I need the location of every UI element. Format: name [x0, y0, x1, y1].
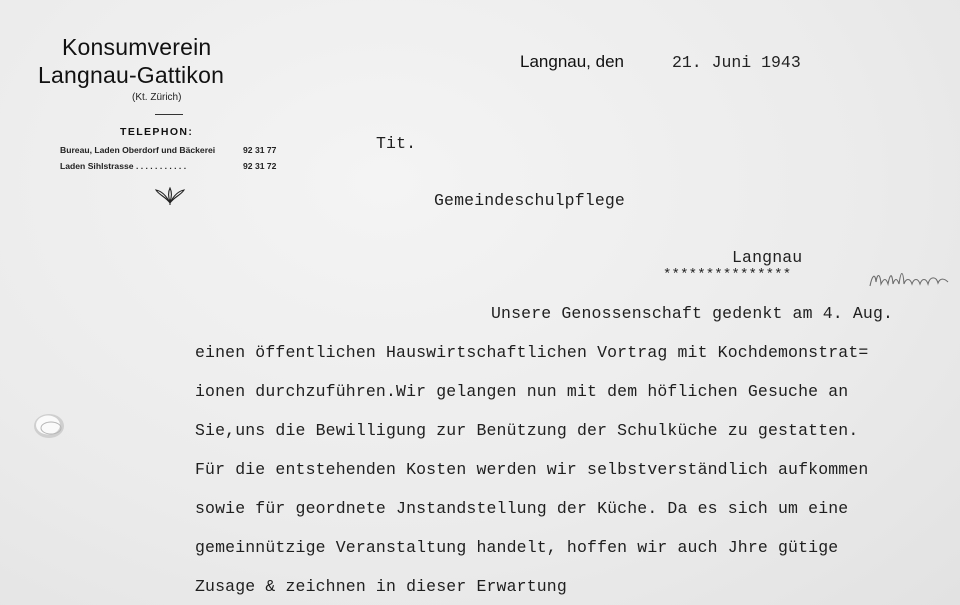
salutation: Tit.	[376, 134, 417, 153]
recipient-city: Langnau	[732, 248, 803, 267]
body-line: Zusage & zeichnen in dieser Erwartung	[195, 577, 567, 596]
recipient-name: Gemeindeschulpflege	[434, 191, 625, 210]
org-name-line1: Konsumverein	[62, 34, 212, 60]
org-name-line2: Langnau-Gattikon	[38, 62, 225, 88]
body-line: gemeinnützige Veranstaltung handelt, hoffen wir auch Jhre gütige	[195, 538, 839, 557]
body-line: sowie für geordnete Jnstandstellung der Küche. Da es sich um eine	[195, 499, 849, 518]
floral-ornament-icon	[154, 186, 186, 206]
org-canton: (Kt. Zürich)	[132, 92, 182, 103]
letter-date: 21. Juni 1943	[672, 53, 801, 72]
phone-row-name: Laden Sihlstrasse . . . . . . . . . . .	[60, 161, 187, 171]
place-label: Langnau, den	[520, 52, 624, 71]
body-line: einen öffentlichen Hauswirtschaftlichen Vortrag mit Kochdemonstrat=	[195, 343, 869, 362]
phone-row-name: Bureau, Laden Oberdorf und Bäckerei	[60, 145, 216, 155]
body-line: Sie,uns die Bewilligung zur Benützung der Schulküche zu gestatten.	[195, 421, 859, 440]
recipient-underline: ***************	[663, 267, 792, 283]
letterhead-divider	[155, 114, 183, 115]
body-line: Unsere Genossenschaft gedenkt am 4. Aug.	[491, 304, 894, 323]
phone-row-number: 92 31 77	[243, 145, 277, 155]
body-line: Für die entstehenden Kosten werden wir selbstverständlich aufkommen	[195, 460, 869, 479]
punch-hole-mark	[32, 412, 66, 440]
phone-row-number: 92 31 72	[243, 161, 277, 171]
telephone-label: TELEPHON:	[120, 126, 194, 138]
body-line: ionen durchzuführen.Wir gelangen nun mit dem höflichen Gesuche an	[195, 382, 849, 401]
handwritten-note-mark	[866, 266, 952, 292]
